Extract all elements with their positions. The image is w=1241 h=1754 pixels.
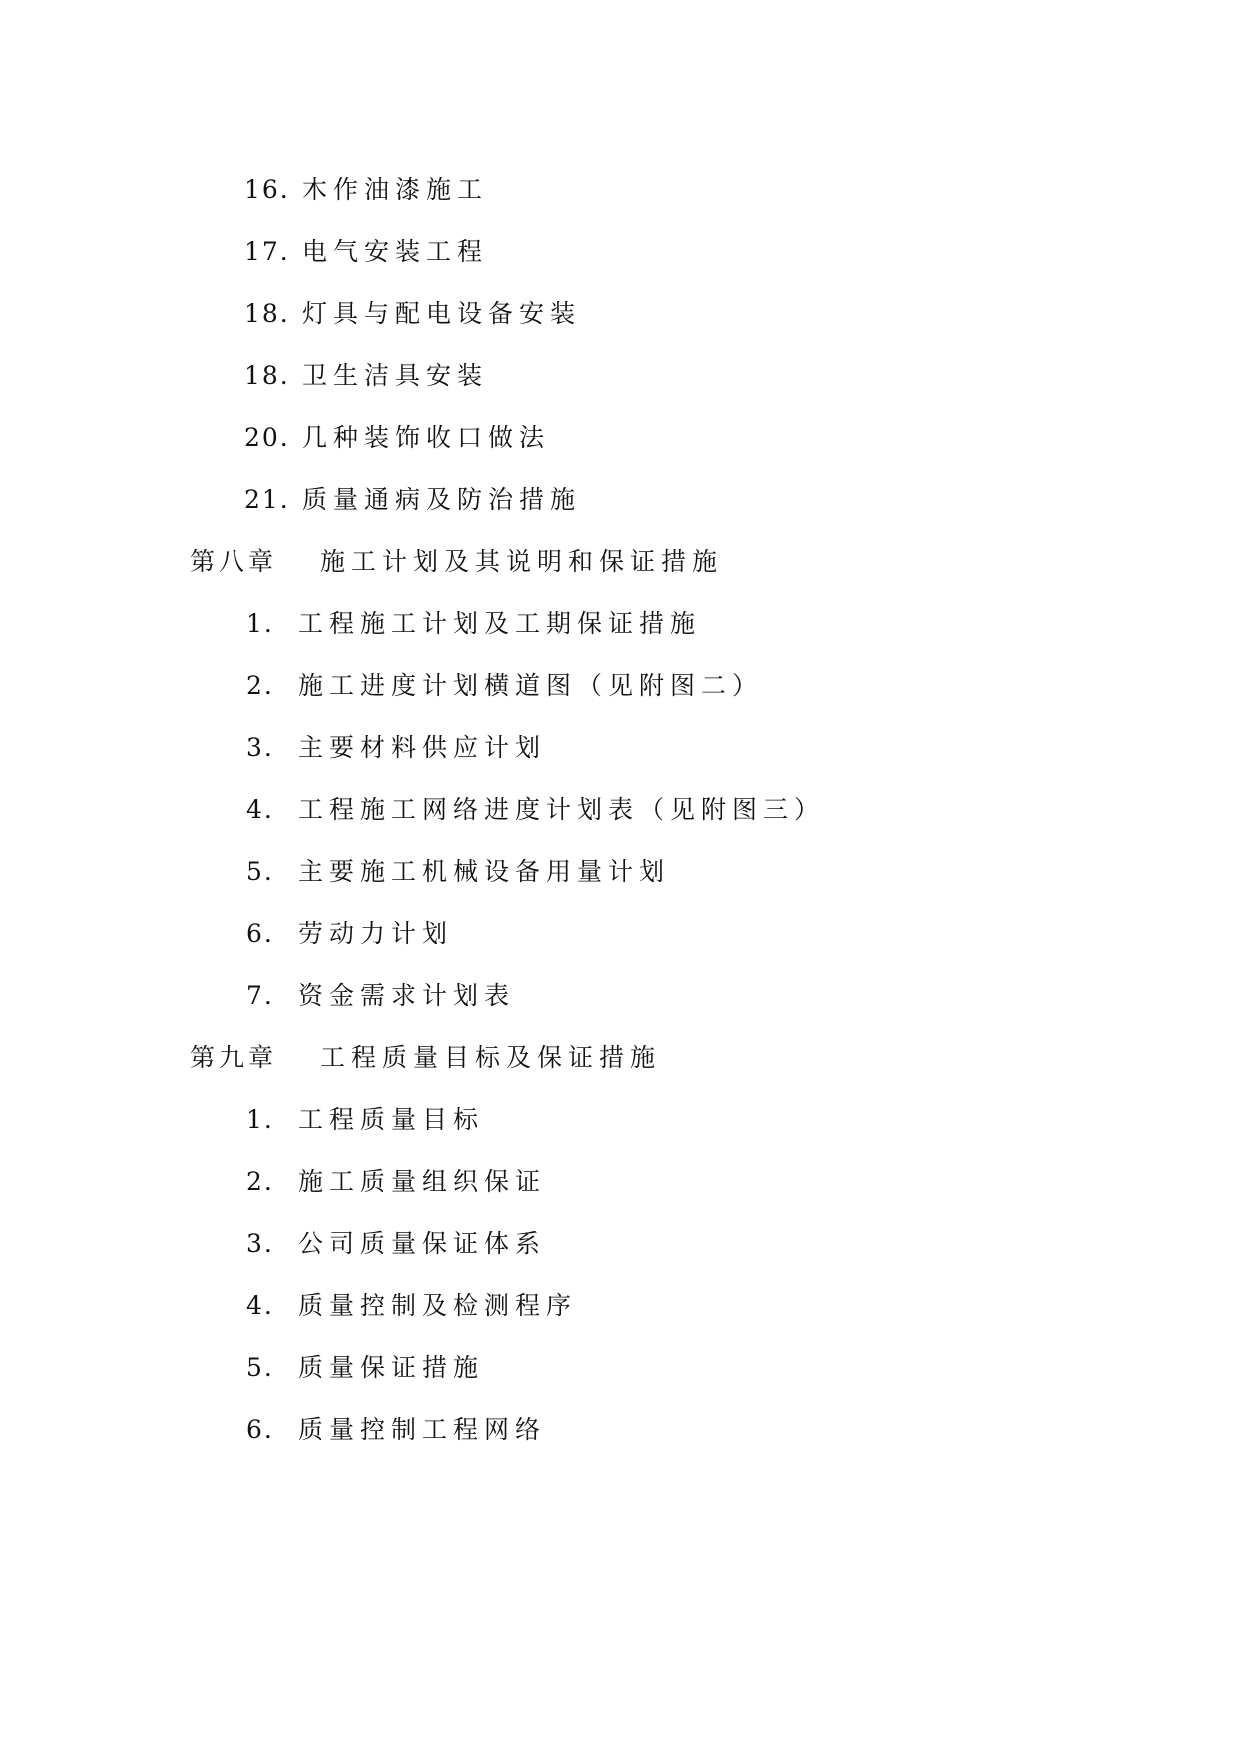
toc-item-number: 17. — [244, 237, 290, 266]
toc-item[interactable] — [244, 418, 550, 458]
toc-item-text: 电气安装工程 — [302, 237, 489, 266]
toc-item-text: 主要材料供应计划 — [298, 733, 547, 762]
toc-item-number: 6. — [246, 1415, 274, 1444]
toc-item-text: 施工质量组织保证 — [298, 1167, 547, 1196]
toc-item-number: 4. — [246, 1291, 274, 1320]
toc-item[interactable] — [244, 294, 581, 334]
chapter-label: 第九章 — [190, 1043, 278, 1072]
toc-item-text: 卫生洁具安装 — [302, 361, 489, 390]
toc-item-text: 质量通病及防治措施 — [302, 485, 582, 514]
toc-item[interactable] — [246, 914, 453, 954]
toc-item-number: 20. — [244, 423, 290, 452]
toc-item[interactable] — [246, 1100, 484, 1140]
toc-item-number: 3. — [246, 1229, 274, 1258]
toc-item[interactable] — [246, 604, 701, 644]
toc-item-text: 工程施工计划及工期保证措施 — [298, 609, 702, 638]
toc-item-number: 16. — [244, 175, 290, 204]
toc-item-number: 18. — [244, 361, 290, 390]
toc-item-text: 工程施工网络进度计划表（见附图三） — [298, 795, 826, 824]
toc-item-number: 2. — [246, 671, 274, 700]
toc-item-number: 21. — [244, 485, 290, 514]
toc-item-number: 18. — [244, 299, 290, 328]
toc-item-number: 1. — [246, 1105, 274, 1134]
toc-item[interactable] — [246, 1162, 546, 1202]
toc-item-text: 质量保证措施 — [298, 1353, 485, 1382]
chapter-title: 工程质量目标及保证措施 — [320, 1043, 662, 1072]
toc-item-text: 主要施工机械设备用量计划 — [298, 857, 671, 886]
toc-item[interactable] — [246, 1286, 577, 1326]
toc-item[interactable] — [244, 356, 488, 396]
toc-item[interactable] — [244, 232, 488, 272]
toc-item[interactable] — [246, 666, 763, 706]
toc-item-text: 资金需求计划表 — [298, 981, 516, 1010]
toc-item-text: 质量控制工程网络 — [298, 1415, 547, 1444]
toc-item[interactable] — [246, 976, 515, 1016]
toc-item[interactable] — [244, 480, 581, 520]
toc-item-text: 质量控制及检测程序 — [298, 1291, 578, 1320]
toc-item-number: 3. — [246, 733, 274, 762]
toc-item-number: 1. — [246, 609, 274, 638]
toc-item[interactable] — [246, 1348, 484, 1388]
toc-item-number: 5. — [246, 1353, 274, 1382]
toc-item-text: 几种装饰收口做法 — [302, 423, 551, 452]
toc-item-text: 公司质量保证体系 — [298, 1229, 547, 1258]
toc-item[interactable] — [246, 852, 670, 892]
toc-item[interactable] — [246, 728, 546, 768]
toc-chapter-heading[interactable] — [190, 1038, 661, 1078]
toc-item[interactable] — [246, 1410, 546, 1450]
toc-item[interactable] — [246, 1224, 546, 1264]
toc-item[interactable] — [246, 790, 825, 830]
toc-item-text: 灯具与配电设备安装 — [302, 299, 582, 328]
toc-item-number: 4. — [246, 795, 274, 824]
toc-item-text: 劳动力计划 — [298, 919, 454, 948]
toc-item-text: 工程质量目标 — [298, 1105, 485, 1134]
chapter-title: 施工计划及其说明和保证措施 — [320, 547, 724, 576]
toc-item-text: 施工进度计划横道图（见附图二） — [298, 671, 764, 700]
toc-item-number: 5. — [246, 857, 274, 886]
toc-item[interactable] — [244, 170, 488, 210]
toc-item-text: 木作油漆施工 — [302, 175, 489, 204]
chapter-label: 第八章 — [190, 547, 278, 576]
toc-item-number: 7. — [246, 981, 274, 1010]
toc-item-number: 6. — [246, 919, 274, 948]
toc-chapter-heading[interactable] — [190, 542, 723, 582]
toc-item-number: 2. — [246, 1167, 274, 1196]
